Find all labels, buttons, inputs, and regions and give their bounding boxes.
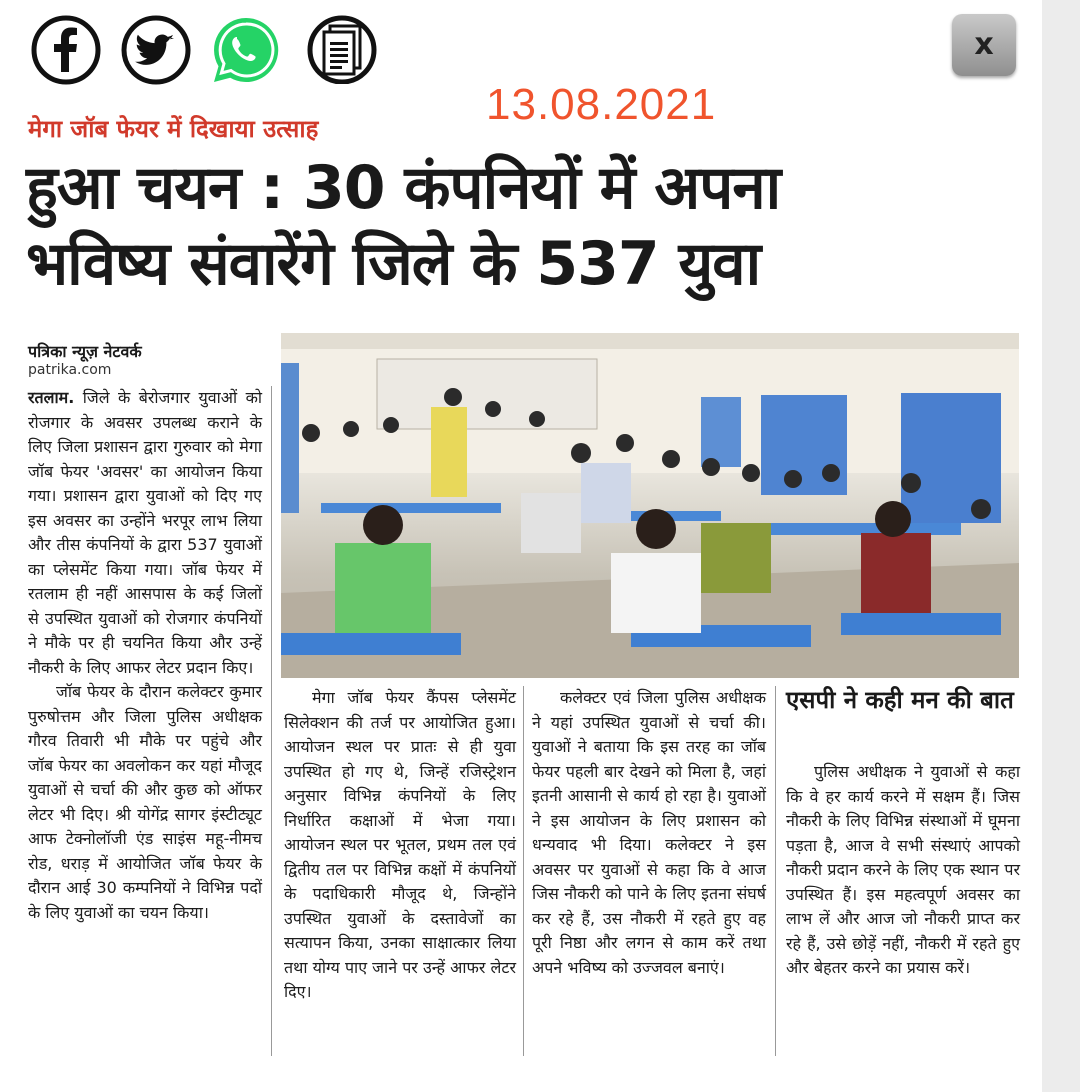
article-column-2 <box>284 686 516 1005</box>
column-rule <box>775 686 776 1056</box>
classroom-photo-illustration <box>281 333 1019 678</box>
col1-paragraph-1-text: जिले के बेरोजगार युवाओं को रोजगार के अवसर उपलब्ध कराने के लिए जिला प्रशासन द्वारा गुरुवार को मेगा जॉब फेयर 'अवसर' का आयोजन किया गया। प्रशासन द्वारा युवाओं को दिए गए इस अवसर का उन्होंने भरपूर लाभ लिया और तीस कंपनियों के द्वारा 537 युवाओं का प्लेसमेंट किया गया। जॉब फेयर में रतलाम ही नहीं आसपास के कई जिलों से उपस्थित युवाओं को रोजगार कंपनियों ने मौके पर ही चयनित किया और उन्हें नौकरी के लिए आफर लेटर प्रदान किए। <box>28 388 262 677</box>
headline-line-2: भविष्य संवारेंगे जिले के 537 युवा <box>26 229 761 299</box>
facebook-share-button[interactable] <box>30 14 102 86</box>
column-rule <box>271 386 272 1056</box>
article-column-4 <box>786 760 1020 981</box>
column-rule <box>523 686 524 1056</box>
byline-site: patrika.com <box>28 362 112 378</box>
document-icon <box>306 12 378 84</box>
article-subhead: एसपी ने कही मन की बात <box>786 686 1014 714</box>
dateline: रतलाम. <box>28 388 75 407</box>
headline-line-1: हुआ चयन : 30 कंपनियों में अपना <box>26 153 781 223</box>
col4-paragraph-1: पुलिस अधीक्षक ने युवाओं से कहा कि वे हर कार्य करने में सक्षम हैं। जिस नौकरी के लिए विभिन्न संस्थाओं में घूमना पड़ता है, आज वे सभी संस्थाएं आपको नौकरी प्रदान करने के लिए एक स्थान पर उपस्थित हैं। इस महत्वपूर्ण अवसर का लाभ लें और आज जो नौकरी प्राप्त कर रहे हैं, उसे छोड़ें नहीं, नौकरी में रहते हुए और बेहतर करने का प्रयास करें। <box>786 762 1020 977</box>
right-edge-strip <box>1042 0 1080 1092</box>
col2-paragraph-1: मेगा जॉब फेयर कैंपस प्लेसमेंट सिलेक्शन की तर्ज पर आयोजित हुआ। आयोजन स्थल पर प्रातः से ही युवा उपस्थित हो गए थे, जिन्हें रजिस्ट्रेशन अनुसार विभिन्न कंपनियों के लिए निर्धारित कक्षाओं में भेजा गया। आयोजन स्थल पर भूतल, प्रथम तल एवं द्वितीय तल पर विभिन्न कक्षों में कंपनियों के पदाधिकारी मौजूद थे, जिन्होंने उपस्थित युवाओं के दस्तावेजों का सत्यापन किया, उनका साक्षात्कार लिया तथा योग्य पाए जाने पर उन्हें आफर लेटर दिए। <box>284 688 516 1001</box>
facebook-icon <box>30 14 102 86</box>
col1-paragraph-1 <box>28 386 262 680</box>
article-kicker: मेगा जॉब फेयर में दिखाया उत्साह <box>28 115 319 143</box>
col3-paragraph-1: कलेक्टर एवं जिला पुलिस अधीक्षक ने यहां उपस्थित युवाओं से चर्चा की। युवाओं ने बताया कि इस तरह का जॉब फेयर पहली बार देखने को मिला है, जहां इतनी आसानी से कार्य हो रहा है। युवाओं ने इस आयोजन के लिए प्रशासन को धन्यवाद भी दिया। कलेक्टर ने इस अवसर पर युवाओं से कहा कि वे आज जिस नौकरी को पाने के लिए इतना संघर्ष कर रहे हैं, उस नौकरी में रहते हुए वह पूरी निष्ठा और लगन से काम करें तथा अपने भविष्य को उज्जवल बनाएं। <box>532 688 766 977</box>
whatsapp-icon <box>210 14 282 86</box>
article-headline <box>26 150 1026 302</box>
byline: पत्रिका न्यूज़ नेटवर्क <box>28 342 142 361</box>
article-column-1 <box>28 386 262 925</box>
close-button[interactable]: x <box>952 14 1016 76</box>
twitter-share-button[interactable] <box>120 14 192 86</box>
article-column-3 <box>532 686 766 980</box>
date-stamp: 13.08.2021 <box>486 80 717 129</box>
twitter-icon <box>120 14 192 86</box>
col1-paragraph-2: जॉब फेयर के दौरान कलेक्टर कुमार पुरुषोत्तम और जिला पुलिस अधीक्षक गौरव तिवारी भी मौके पर पहुंचे और जॉब फेयर का अवलोकन कर यहां मौजूद युवाओं से चर्चा की और कुछ को ऑफर लेटर भी दिए। श्री योगेंद्र सागर इंस्टीट्यूट आफ टेक्नोलॉजी एंड साइंस महू-नीमच रोड, धराड़ में आयोजित जॉब फेयर के दौरान आई 30 कम्पनियों ने विभिन्न पदों के लिए युवाओं का चयन किया। <box>28 682 262 922</box>
document-share-button[interactable] <box>306 12 378 84</box>
whatsapp-share-button[interactable] <box>210 14 282 86</box>
classroom-photo <box>281 333 1019 678</box>
